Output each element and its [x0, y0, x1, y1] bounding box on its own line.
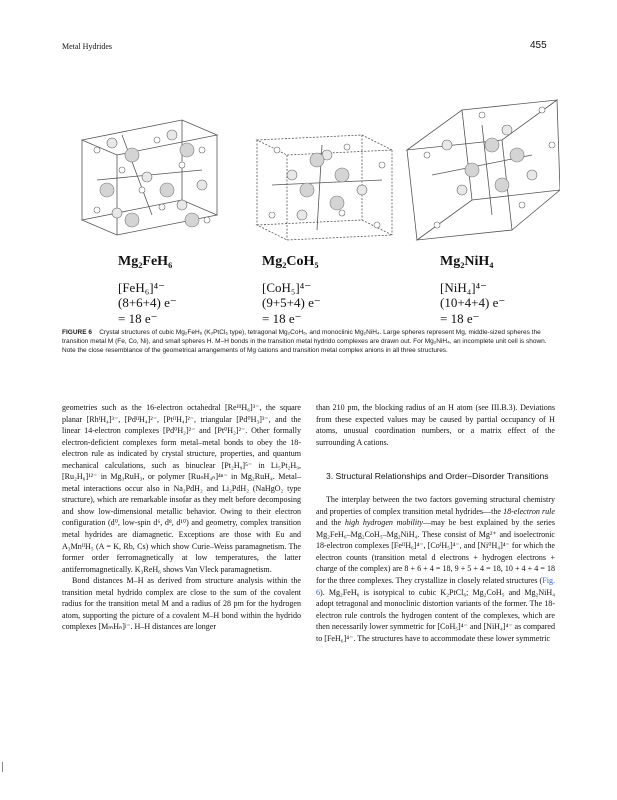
complex-formula: [FeH₆]⁴⁻ — [118, 279, 165, 295]
figure-caption — [62, 329, 556, 356]
emphasis: high hydrogen mobility — [344, 518, 423, 528]
electron-count: (9+5+4) e⁻ — [262, 295, 321, 310]
structure-name: Mg₂NiH₄ — [440, 254, 494, 269]
emphasis: 18-electron rule — [503, 506, 555, 516]
figure-link[interactable]: Fig. 6 — [316, 576, 555, 597]
caption-text: Crystal structures of cubic Mg₂FeH₆ (K₂PtCl₆ type), tetragonal Mg₂CoH₅, and monoclinic Mg₂NiH₄. Large spheres represent Mg, middle-sized spheres the transition metal M (Fe, Co, Ni), and small spheres H. M–H bonds in the transition metal hydrido complexes are drawn out. For Mg₂NiH₄, an incomplete unit cell is shown. Note the close resemblance of the geometrical arrangements of Mg cations and transition metal complex anions in all three structures. — [62, 329, 547, 354]
section-heading: 3. Structural Relationships and Order–Disorder Transitions — [326, 471, 549, 482]
paragraph: than 210 pm, the blocking radius of an H atom (see III.B.3). Deviations from these expected values may be caused by partial occupancy of H atoms, unusual coordination numbers, or a matrix effect of the surrounding A cations. — [316, 403, 555, 447]
electron-count: (8+6+4) e⁻ — [118, 295, 177, 310]
right-column — [316, 402, 555, 644]
complex-formula: [CoH₅]⁴⁻ — [262, 279, 312, 295]
electron-total: = 18 e⁻ — [118, 310, 158, 326]
electron-count: (10+4+4) e⁻ — [440, 295, 506, 310]
running-title: Metal Hydrides — [62, 42, 112, 51]
paragraph: The interplay between the two factors governing structural chemistry and properties of complex transition metal hydrides—the 18-electron rule and the high hydrogen mobility—may be best explained by the series Mg₂FeH₆–Mg₂CoH₅–Mg₂NiH₄. These consist of Mg²⁺ and isoelectronic 18-electron complexes [FeᴵᴵH₆]⁴⁻, [CoᴵH₅]⁴⁻, and [Ni⁰H₄]⁴⁻ for which the electron counts (transition metal d electrons + hydrogen electrons + charge of the complex) are 8 + 6 + 4 = 18, 9 + 5 + 4 = 18, 10 + 4 + 4 = 18 for the three complexes. They crystallize in closely related structures (Fig. 6). Mg₂FeH₆ is isotypical to cubic K₂PtCl₆; Mg₂CoH₅ and Mg₂NiH₄ adopt tetragonal and monoclinic distortion variants of the former. The 18-electron rule controls the hydrogen content of the complexes, which are then necessarily lower symmetric for [CoH₅]⁴⁻ and [NiH₄]⁴⁻ as compared to [FeH₆]⁴⁻. The structures have to accommodate these lower symmetric — [316, 495, 555, 643]
left-column — [62, 402, 301, 633]
structure-name: Mg₂CoH₅ — [262, 254, 319, 269]
structure-name: Mg₂FeH₆ — [118, 254, 173, 269]
structure-label-mg2coh5 — [262, 254, 321, 326]
paragraph: Bond distances M–H as derived from structure analysis within the transition metal hydrido complex are close to the sum of the covalent radius for the transition metal M and a radius of 28 pm for the hydrogen atom, supporting the picture of a covalent M–H bond within the hydrido complexes [MₘHₙ]ʲ⁻. H–H distances are longer — [62, 576, 301, 632]
crystal-structures-figure — [62, 95, 560, 245]
complex-formula: [NiH₄]⁴⁻ — [440, 279, 487, 295]
margin-mark — [2, 762, 3, 772]
mg2nih4-structure — [407, 100, 560, 240]
electron-total: = 18 e⁻ — [440, 310, 480, 326]
structure-label-mg2feh6 — [118, 254, 177, 326]
paragraph: geometries such as the 16-electron octahedral [ReᴵᴵᴵH₆]³⁻, the square planar [RhᴵH₄]³⁻, [PdᴵᴵH₄]²⁻, [PtᴵᴵH₄]²⁻, triangular [Pd⁰H₃]³⁻, and the linear 14-electron complexes [Pd⁰H₂]²⁻ and [Pt⁰H₂]²⁻. Other formally electron-deficient complexes form metal–metal bonds to obey the 18-electron rule as indicated by crystal structure, properties, and quantum mechanical calculations, such as binuclear [Pt₂H₉]⁵⁻ in Li₅Pt₂H₉, [Ru₂H₆]¹²⁻ in Mg₃RuH₃, or polymer [RuₙH₄ₙ]⁴ⁿ⁻ in Mg₂RuH₄. Metal–metal interactions occur also in Na₂PdH₂ and Li₂PdH₂ (NaHgO₂ type structure), which are remarkable insofar as they melt before decomposing and show low-dimensional metallic behavior. Owing to their electron configuration (d⁰, low-spin d⁶, d⁸, d¹⁰) and geometry, complex transition metal hydrides are diamagnetic. Exceptions are those with Eu and A₃MnᴵᴵH₅ (A = K, Rb, Cs) which show Curie–Weiss paramagnetism. The former order ferromagnetically at low temperatures, the latter antiferromagnetically. K₃ReH₆ shows Van Vleck paramagnetism. — [62, 403, 301, 574]
page-number: 455 — [530, 40, 547, 51]
caption-label: FIGURE 6 — [62, 329, 92, 336]
electron-total: = 18 e⁻ — [262, 310, 302, 326]
structure-label-mg2nih4 — [440, 254, 505, 326]
